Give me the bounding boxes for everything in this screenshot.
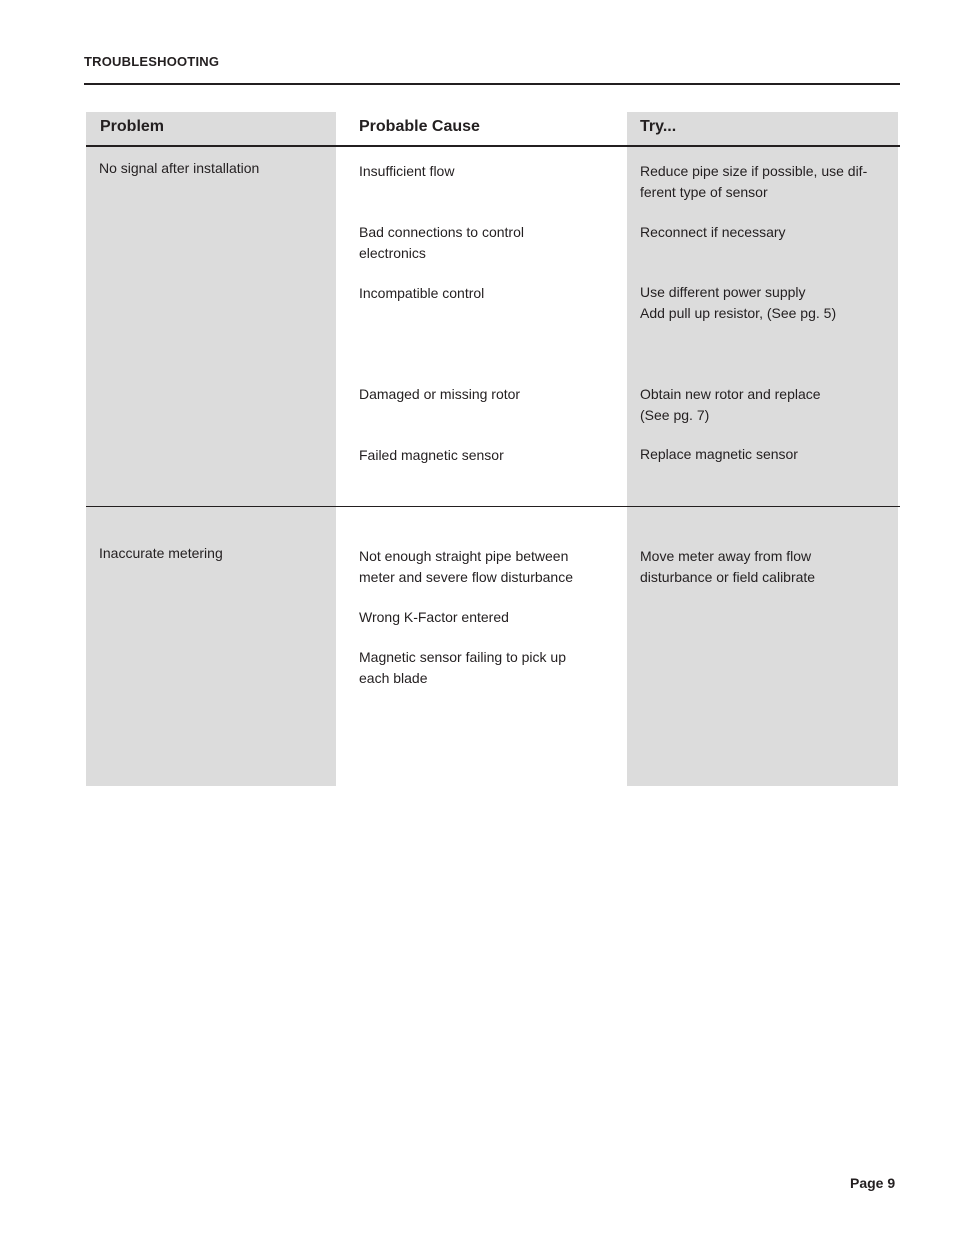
cause-cell: Incompatible control <box>359 285 485 301</box>
try-cell: Use different power supply Add pull up resistor, (See pg. 5) <box>640 284 837 321</box>
table-header-rule <box>86 145 900 147</box>
header-try: Try... <box>640 118 677 135</box>
header-rule <box>84 83 900 85</box>
section-title: TROUBLESHOOTING <box>84 54 220 69</box>
header-probable-cause: Probable Cause <box>359 118 480 135</box>
problem-inaccurate-metering: Inaccurate metering <box>99 545 223 561</box>
cause-cell: Magnetic sensor failing to pick up each blade <box>359 649 566 686</box>
header-problem: Problem <box>100 118 165 135</box>
cause-cell: Damaged or missing rotor <box>359 386 521 402</box>
try-cell: Obtain new rotor and replace (See pg. 7) <box>640 386 821 423</box>
cause-cell: Wrong K-Factor entered <box>359 609 509 625</box>
try-cell: Reduce pipe size if possible, use dif- ferent type of sensor <box>640 163 868 200</box>
try-cell: Move meter away from flow disturbance or field calibrate <box>640 548 816 585</box>
cause-cell: Failed magnetic sensor <box>359 447 504 463</box>
problem-no-signal: No signal after installation <box>99 160 260 176</box>
problem-column-background <box>86 112 336 786</box>
page-number: Page 9 <box>850 1175 896 1191</box>
cause-cell: Bad connections to control electronics <box>359 224 524 261</box>
cause-cell: Insufficient flow <box>359 163 455 179</box>
try-cell: Replace magnetic sensor <box>640 446 798 462</box>
try-cell: Reconnect if necessary <box>640 224 786 240</box>
group-divider <box>86 506 900 507</box>
cause-cell: Not enough straight pipe between meter and severe flow disturbance <box>359 548 573 585</box>
